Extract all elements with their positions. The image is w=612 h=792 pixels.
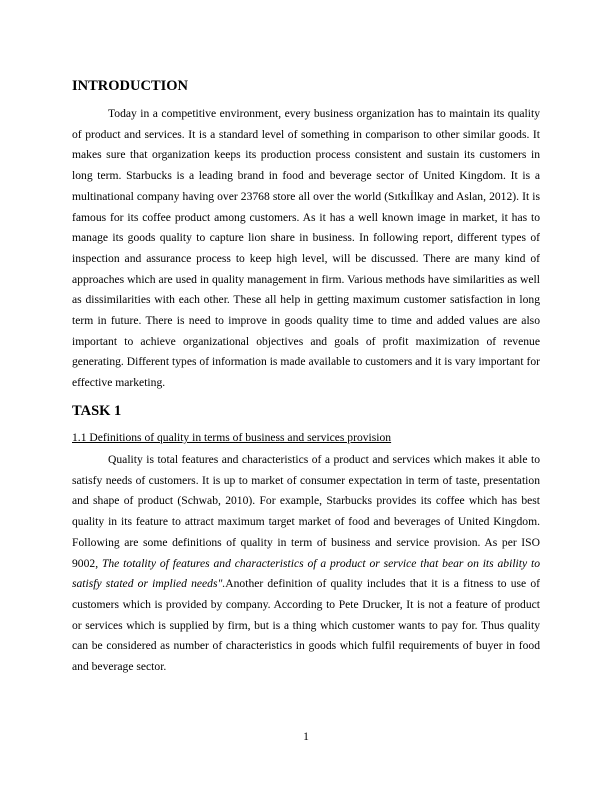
task1-paragraph	[72, 450, 540, 678]
iso-9002-quote: The totality of features and characteristics of a product or service that bear on its ability to satisfy stated or implied needs".	[72, 556, 540, 591]
introduction-heading: INTRODUCTION	[72, 78, 189, 94]
introduction-paragraph: Today in a competitive environment, every business organization has to maintain its quality of product and services. It is a standard level of something in comparison to other similar goods. It makes sure that organization keeps its production process consistent and sustain its customers in long term. Starbucks is a leading brand in food and beverage sector of United Kingdom. It is a multinational company having over 23768 store all over the world (Sıtkıİlkay and Aslan, 2012). It is famous for its coffee product among customers. As it has a well known image in market, it has to manage its goods quality to capture lion share in business. In following report, different types of inspection and assurance process to keep high level, will be discussed. There are many kind of approaches which are used in quality management in firm. Various methods have similarities as well as dissimilarities with each other. These all help in getting maximum customer satisfaction in long term in future. There is need to improve in goods quality time to time and added values are also important to achieve organizational objectives and goals of profit maximization of revenue generating. Different types of information is made available to customers and it is vary important for effective marketing.	[72, 107, 540, 390]
section-1-1-subheading: 1.1 Definitions of quality in terms of business and services provision	[72, 431, 392, 444]
task1-heading: TASK 1	[72, 403, 122, 419]
task1-paragraph-part1: Quality is total features and characteristics of a product and services which makes it able to satisfy needs of customers. It is up to market of consumer expectation in term of taste, presentation and shape of product (Schwab, 2010). For example, Starbucks provides its coffee which has best quality in its feature to attract maximum target market of food and beverages of United Kingdom. Following are some definitions of quality in term of business and service provision. As per ISO 9002,	[72, 453, 540, 570]
task1-paragraph-part2: Another definition of quality includes that it is a fitness to use of customers which is provided by company. According to Pete Drucker, It is not a feature of product or services which is supplied by firm, but is a thing which customer wants to pay for. Thus quality can be considered as number of characteristics in goods which fulfil requirements of buyer in food and beverage sector.	[72, 577, 540, 674]
page-number: 1	[303, 730, 309, 743]
